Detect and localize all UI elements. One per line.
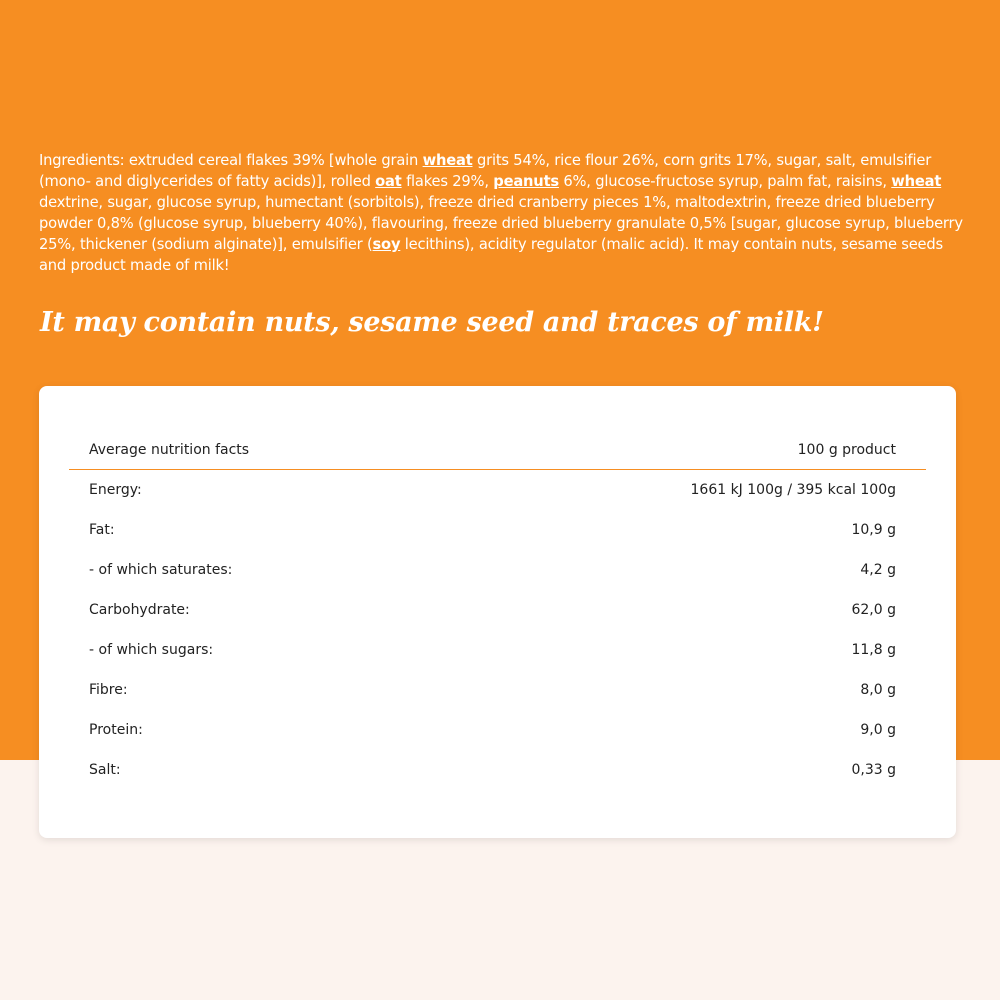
table-row <box>69 750 926 790</box>
ingredients-part: 6%, glucose-fructose syrup, palm fat, raisins, <box>558 173 892 190</box>
row-value: 11,8 g <box>851 642 896 658</box>
nutrition-table-header <box>69 431 926 470</box>
row-value: 10,9 g <box>851 522 896 538</box>
table-row <box>69 470 926 510</box>
table-row <box>69 510 926 550</box>
row-label: Fat: <box>89 522 115 538</box>
ingredients-part: lecithins), acidity regulator (malic acid). It may contain nuts, sesame seeds and product made of milk! <box>39 236 943 274</box>
nutrition-table <box>69 431 926 790</box>
table-row <box>69 710 926 750</box>
ingredients-part: flakes 29%, <box>401 173 494 190</box>
ingredients-part: Ingredients: extruded cereal flakes 39% [whole grain <box>39 152 423 169</box>
row-value: 62,0 g <box>851 602 896 618</box>
table-row <box>69 670 926 710</box>
row-label: Energy: <box>89 482 142 498</box>
header-value: 100 g product <box>797 442 896 458</box>
row-value: 9,0 g <box>860 722 896 738</box>
table-row <box>69 590 926 630</box>
row-value: 4,2 g <box>860 562 896 578</box>
table-row <box>69 630 926 670</box>
row-label: - of which saturates: <box>89 562 233 578</box>
ingredients-part: dextrine, sugar, glucose syrup, humectant (sorbitols), freeze dried cranberry pieces 1%, maltodextrin, freeze dried blueberry powder 0,8% (glucose syrup, blueberry 40%), flavouring, freeze dried blueberry granulate 0,5% [sugar, glucose syrup, blueberry 25%, thickener (sodium alginate)], emulsifier ( <box>39 194 963 253</box>
row-value: 1661 kJ 100g / 395 kcal 100g <box>690 482 896 498</box>
row-value: 8,0 g <box>860 682 896 698</box>
row-value: 0,33 g <box>851 762 896 778</box>
ingredients-text <box>39 150 964 276</box>
table-row <box>69 550 926 590</box>
nutrition-card <box>39 386 956 838</box>
allergen-soy: soy <box>372 236 401 253</box>
header-label: Average nutrition facts <box>89 442 250 458</box>
row-label: Salt: <box>89 762 121 778</box>
allergy-tagline: It may contain nuts, sesame seed and traces of milk! <box>40 307 824 338</box>
row-label: Fibre: <box>89 682 128 698</box>
allergen-peanuts: peanuts <box>493 173 559 190</box>
allergen-wheat: wheat <box>422 152 473 169</box>
row-label: - of which sugars: <box>89 642 214 658</box>
row-label: Protein: <box>89 722 143 738</box>
allergen-wheat: wheat <box>891 173 942 190</box>
ingredients-part: grits 54%, rice flour 26%, corn grits 17%, sugar, salt, emulsifier (mono- and diglycerides of fatty acids)], rolled <box>39 152 932 190</box>
row-label: Carbohydrate: <box>89 602 190 618</box>
allergen-oat: oat <box>375 173 402 190</box>
